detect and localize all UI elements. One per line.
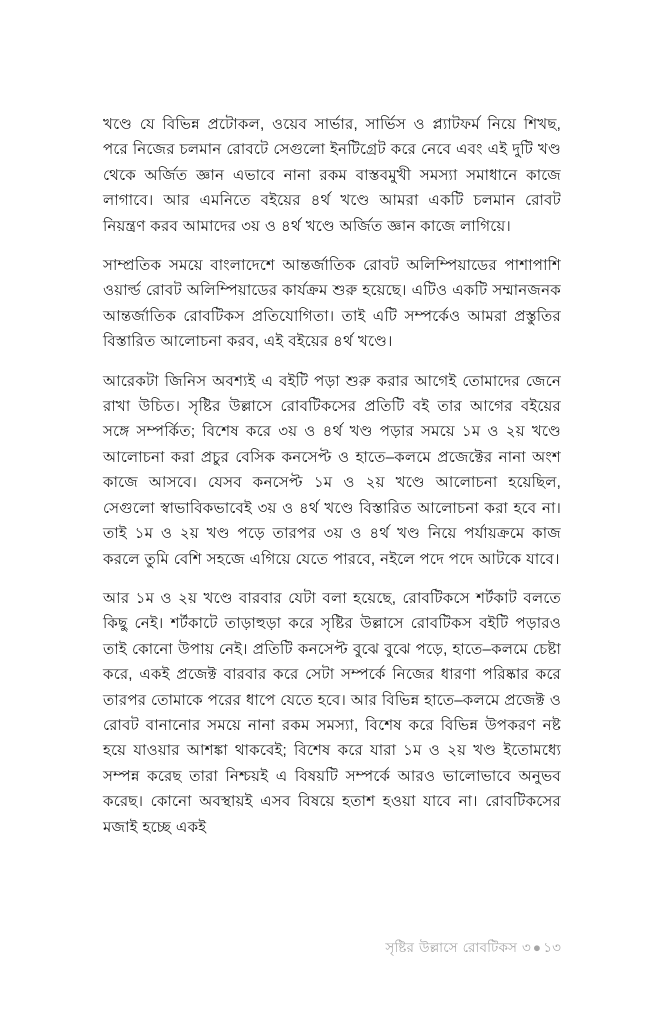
page-footer [103, 938, 561, 958]
page-body-text [103, 112, 561, 840]
paragraph: আর ১ম ও ২য় খণ্ডে বারবার যেটা বলা হয়েছে, রোবটিকসে শর্টকাট বলতে কিছু নেই। শর্টকাটে তাড়াহুড়া করে সৃষ্টির উল্লাসে রোবটিকস বইটি পড়ারও তাই কোনো উপায় নেই। প্রতিটি কনসেপ্ট বুঝে বুঝে পড়ে, হাতে–কলমে চেষ্টা করে, একই প্রজেক্ট বারবার করে সেটা সম্পর্কে নিজের ধারণা পরিষ্কার করে তারপর তোমাকে পরের ধাপে যেতে হবে। আর বিভিন্ন হাতে–কলমে প্রজেক্ট ও রোবট বানানোর সময়ে নানা রকম সমস্যা, বিশেষ করে বিভিন্ন উপকরণ নষ্ট হয়ে যাওয়ার আশঙ্কা থাকবেই; বিশেষ করে যারা ১ম ও ২য় খণ্ড ইতোমধ্যে সম্পন্ন করেছ তারা নিশ্চয়ই এ বিষয়টি সম্পর্কে আরও ভালোভাবে অনুভব করেছ। কোনো অবস্থায়ই এসব বিষয়ে হতাশ হওয়া যাবে না। রোবটিকসের মজাই হচ্ছে একই [103, 589, 561, 836]
paragraph: খণ্ডে যে বিভিন্ন প্রটোকল, ওয়েব সার্ভার, সার্ভিস ও প্ল্যাটফর্ম নিয়ে শিখছ, পরে নিজের চলমান রোবটে সেগুলো ইনটিগ্রেট করে নেবে এবং এই দুটি খণ্ড থেকে অর্জিত জ্ঞান এভাবে নানা রকম বাস্তবমুখী সমস্যা সমাধানে কাজে লাগাবে। আর এমনিতে বইয়ের ৪র্থ খণ্ডে আমরা একটি চলমান রোবট নিয়ন্ত্রণ করব আমাদের ৩য় ও ৪র্থ খণ্ডে অর্জিত জ্ঞান কাজে লাগিয়ে। [103, 116, 561, 235]
footer-separator-bullet: ● [532, 940, 542, 955]
paragraph: সাম্প্রতিক সময়ে বাংলাদেশে আন্তর্জাতিক রোবট অলিম্পিয়াডের পাশাপাশি ওয়ার্ল্ড রোবট অলিম্পিয়াডের কার্যক্রম শুরু হয়েছে। এটিও একটি সম্মানজনক আন্তর্জাতিক রোবটিকস প্রতিযোগিতা। তাই এটি সম্পর্কেও আমরা প্রস্তুতির বিস্তারিত আলোচনা করব, এই বইয়ের ৪র্থ খণ্ডে। [103, 257, 561, 351]
paragraph: আরেকটা জিনিস অবশ্যই এ বইটি পড়া শুরু করার আগেই তোমাদের জেনে রাখা উচিত। সৃষ্টির উল্লাসে রোবটিকসের প্রতিটি বই তার আগের বইয়ের সঙ্গে সম্পর্কিত; বিশেষ করে ৩য় ও ৪র্থ খণ্ড পড়ার সময়ে ১ম ও ২য় খণ্ডে আলোচনা করা প্রচুর বেসিক কনসেপ্ট ও হাতে–কলমে প্রজেক্টের নানা অংশ কাজে আসবে। যেসব কনসেপ্ট ১ম ও ২য় খণ্ডে আলোচনা হয়েছিল, সেগুলো স্বাভাবিকভাবেই ৩য় ও ৪র্থ খণ্ডে বিস্তারিত আলোচনা করা হবে না। তাই ১ম ও ২য় খণ্ড পড়ে তারপর ৩য় ও ৪র্থ খণ্ড নিয়ে পর্যায়ক্রমে কাজ করলে তুমি বেশি সহজে এগিয়ে যেতে পারবে, নইলে পদে পদে আটকে যাবে। [103, 372, 561, 568]
footer-page-number: ১৩ [543, 940, 561, 955]
footer-book-title: সৃষ্টির উল্লাসে রোবটিকস ৩ [385, 940, 531, 955]
